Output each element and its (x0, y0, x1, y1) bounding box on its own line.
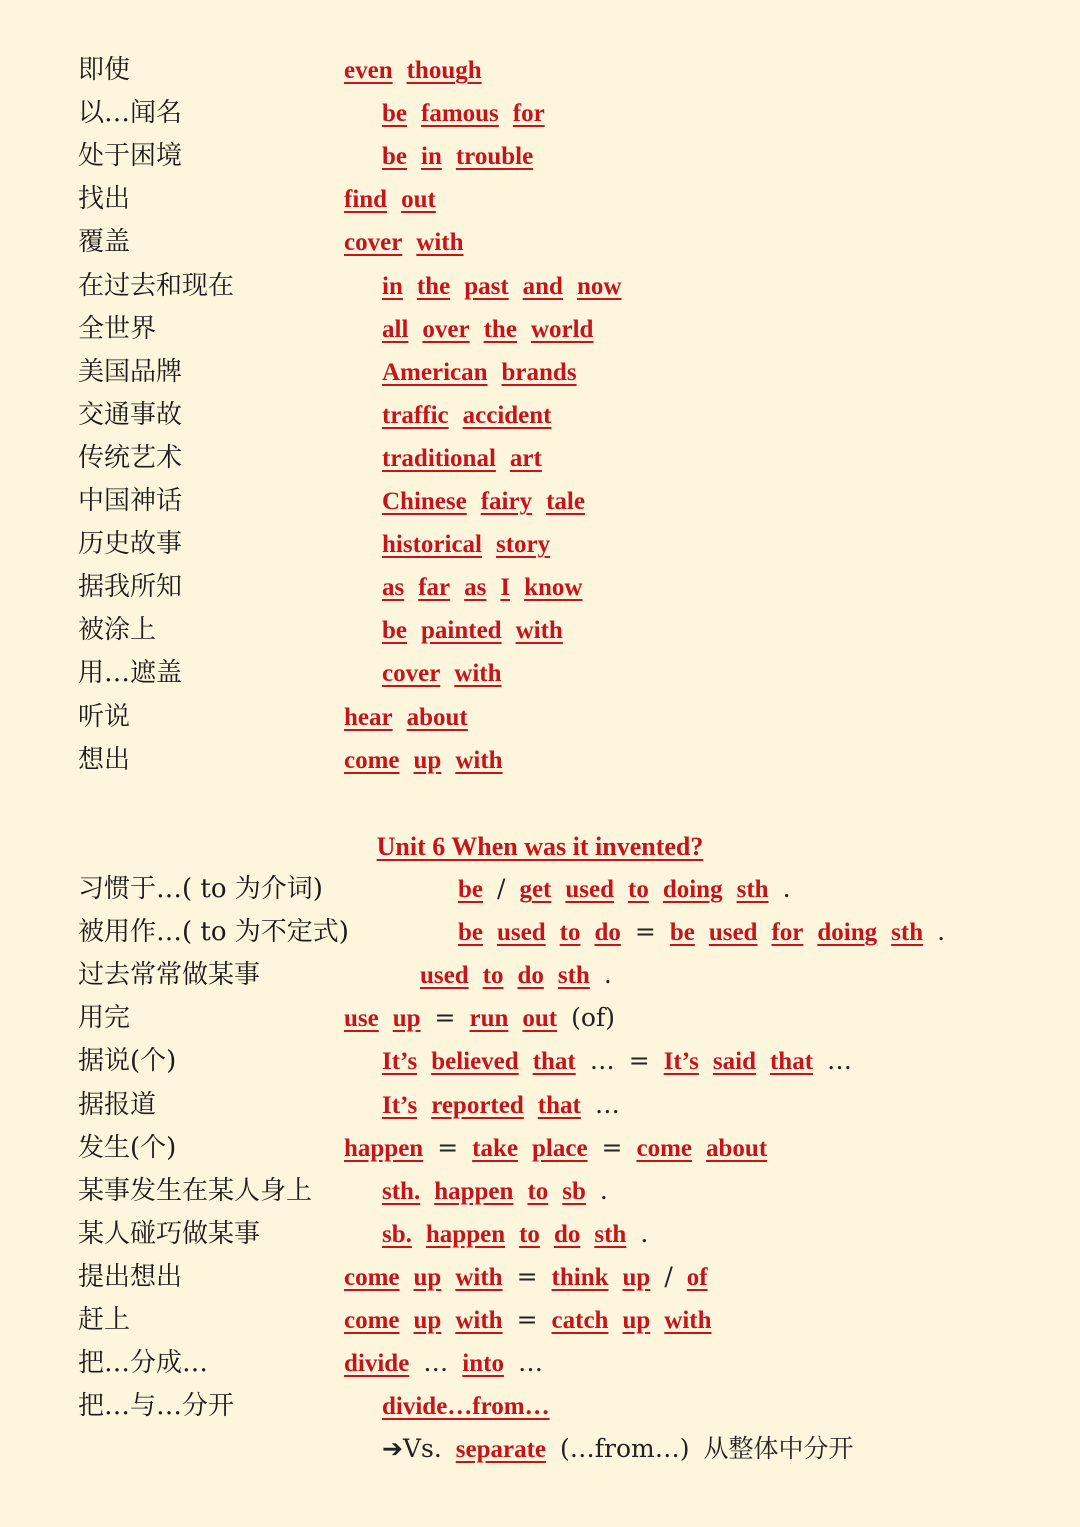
english-word: in (421, 143, 442, 171)
english-word: to (628, 876, 649, 903)
english-word: to (559, 919, 581, 947)
punctuation-token: … (827, 1046, 853, 1076)
vocab-row (0, 697, 1080, 737)
english-word: and (522, 272, 563, 300)
english-word: traditional (382, 444, 496, 472)
vocab-row (0, 1300, 1080, 1340)
english-word: be (382, 617, 407, 645)
unit-heading-text: Unit 6 When was it invented? (376, 832, 704, 861)
punctuation-token: = (516, 1305, 538, 1334)
english-word: with (515, 617, 563, 645)
punctuation-token: … (423, 1348, 449, 1378)
english-word: with (454, 660, 502, 688)
english-phrase (382, 266, 635, 307)
english-word: take (472, 1134, 518, 1162)
english-word: that (769, 1048, 814, 1076)
chinese-term: 历史故事 (78, 529, 183, 560)
english-word: sth (736, 876, 769, 903)
english-word: out (522, 1005, 558, 1033)
punctuation-token: / (664, 1261, 673, 1291)
english-word: accident (462, 401, 552, 429)
english-word: out (401, 186, 436, 214)
chinese-term: 想出 (78, 744, 131, 775)
english-word: Chinese (382, 488, 467, 515)
punctuation-token: = (628, 1046, 650, 1076)
english-word: American (382, 358, 488, 386)
english-word: painted (421, 617, 502, 645)
english-phrase (382, 567, 597, 608)
english-word: get (519, 876, 552, 903)
english-word: for (771, 919, 804, 947)
chinese-term: 习惯于…( to 为介词) (78, 874, 323, 904)
english-word: do (553, 1220, 581, 1248)
english-phrase (382, 1085, 634, 1126)
english-word: It’s (382, 1091, 418, 1119)
chinese-term: 提出想出 (78, 1261, 183, 1292)
english-phrase (382, 136, 547, 177)
english-phrase (382, 1429, 868, 1470)
english-phrase (344, 1343, 557, 1384)
english-word: be (382, 100, 407, 128)
vocab-row (0, 524, 1080, 564)
punctuation-token: . (599, 1175, 608, 1205)
chinese-term: 全世界 (78, 313, 157, 344)
english-word: I (500, 574, 511, 602)
english-word: into (462, 1350, 504, 1378)
english-word: sth. (382, 1177, 421, 1205)
english-word: past (464, 272, 509, 300)
english-phrase (344, 1257, 722, 1298)
english-phrase (344, 998, 629, 1039)
english-phrase (344, 222, 478, 263)
vocab-row (0, 1386, 1080, 1426)
english-word: find (344, 186, 388, 214)
english-word: used (420, 962, 469, 990)
english-word: cover (344, 229, 403, 257)
english-phrase (344, 1128, 781, 1169)
english-word: sth (594, 1220, 627, 1248)
english-word: as (382, 574, 405, 602)
chinese-term: 覆盖 (78, 227, 131, 258)
english-phrase (382, 1171, 622, 1212)
chinese-term: 传统艺术 (78, 442, 183, 473)
english-phrase (382, 1386, 564, 1427)
english-word: famous (421, 100, 499, 128)
punctuation-token: . (937, 917, 946, 947)
english-phrase (382, 93, 559, 134)
chinese-term: 听说 (78, 701, 131, 732)
english-word: believed (431, 1048, 519, 1076)
english-word: cover (382, 660, 441, 688)
english-phrase (382, 352, 591, 393)
chinese-term: 据说(个) (78, 1046, 177, 1077)
english-word: separate (455, 1436, 547, 1464)
chinese-term: 处于困境 (78, 141, 183, 172)
english-word: up (392, 1005, 421, 1033)
english-word: run (469, 1005, 509, 1033)
punctuation-token: / (497, 874, 506, 903)
english-word: place (532, 1134, 588, 1162)
vocab-row (0, 1171, 1080, 1211)
english-word: reported (431, 1091, 524, 1119)
english-phrase (382, 524, 564, 565)
unit-heading (0, 826, 1080, 868)
vocab-row (0, 869, 1080, 909)
english-word: happen (425, 1220, 506, 1248)
vocab-row (0, 266, 1080, 306)
english-phrase (382, 1041, 866, 1082)
english-word: world (530, 315, 594, 343)
vocab-row (0, 93, 1080, 133)
english-phrase (420, 955, 626, 996)
english-word: art (509, 444, 542, 472)
english-word: of (686, 1263, 708, 1291)
vocab-row (0, 912, 1080, 952)
vocab-row (0, 1429, 1080, 1469)
english-word: up (622, 1263, 651, 1291)
english-phrase (382, 309, 607, 350)
english-word: trouble (455, 143, 534, 171)
english-word: traffic (382, 401, 449, 429)
vocab-row (0, 1041, 1080, 1081)
english-word: used (497, 919, 546, 947)
english-phrase (458, 912, 959, 953)
english-word: catch (551, 1307, 609, 1334)
english-word: tale (546, 488, 585, 515)
english-word: be (458, 919, 483, 947)
english-phrase (382, 653, 516, 694)
english-phrase (344, 740, 517, 781)
vocab-row (0, 309, 1080, 349)
english-word: sth (891, 919, 924, 947)
english-word: sb. (382, 1220, 412, 1248)
english-word: up (413, 1307, 442, 1334)
chinese-term: 过去常常做某事 (78, 960, 261, 991)
english-phrase (344, 1300, 726, 1341)
vocab-row (0, 179, 1080, 219)
english-word: doing (662, 876, 723, 903)
chinese-term: 即使 (78, 55, 131, 85)
punctuation-token: = (434, 1003, 456, 1033)
english-phrase (344, 50, 496, 91)
vocab-row (0, 567, 1080, 607)
english-word: be (382, 143, 407, 171)
english-word: all (382, 315, 409, 343)
english-word: doing (817, 919, 878, 947)
english-word: used (708, 919, 758, 947)
punctuation-token: = (516, 1261, 538, 1291)
english-phrase (382, 438, 556, 479)
english-word: though (406, 57, 482, 84)
english-word: divide (344, 1350, 410, 1378)
chinese-term: 找出 (78, 184, 131, 215)
english-word: about (706, 1134, 768, 1162)
punctuation-token: … (594, 1089, 620, 1119)
english-phrase (382, 1214, 662, 1255)
vocab-row (0, 955, 1080, 995)
chinese-term: 以…闻名 (78, 98, 183, 129)
chinese-term: 用…遮盖 (78, 658, 183, 689)
english-word: with (664, 1307, 712, 1334)
english-phrase (344, 179, 450, 220)
english-phrase (458, 869, 805, 910)
chinese-term: 中国神话 (78, 486, 183, 516)
chinese-term: 被用作…( to 为不定式) (78, 917, 349, 948)
english-word: It’s (382, 1048, 418, 1076)
punctuation-token: = (601, 1132, 623, 1162)
english-word: to (527, 1177, 549, 1205)
english-word: as (464, 574, 487, 602)
english-word: do (594, 919, 621, 947)
punctuation-token: . (603, 960, 612, 990)
chinese-term: 把…与…分开 (78, 1391, 235, 1422)
vocab-row (0, 136, 1080, 176)
english-word: with (455, 1263, 503, 1291)
english-word: with (455, 1307, 503, 1334)
chinese-term: 据我所知 (78, 572, 183, 603)
vocab-row (0, 1085, 1080, 1125)
vocab-row (0, 1257, 1080, 1297)
punctuation-token: ➔Vs. (382, 1434, 442, 1464)
vocab-row (0, 1214, 1080, 1254)
vocab-row (0, 222, 1080, 262)
english-word: sb (562, 1177, 586, 1205)
english-word: come (344, 1307, 400, 1334)
vocab-row (0, 395, 1080, 435)
english-phrase (382, 481, 599, 522)
chinese-term: 赶上 (78, 1305, 131, 1335)
english-word: the (483, 315, 517, 343)
chinese-term: 在过去和现在 (78, 270, 235, 301)
english-word: now (576, 272, 622, 300)
english-word: in (382, 272, 403, 300)
english-phrase (344, 697, 482, 738)
english-word: divide…from… (382, 1393, 550, 1421)
english-word: up (413, 746, 442, 774)
english-word: happen (344, 1134, 424, 1162)
punctuation-token: … (589, 1046, 615, 1076)
english-word: about (406, 703, 468, 731)
english-word: be (458, 876, 483, 903)
english-word: hear (344, 703, 393, 731)
chinese-term: 发生(个) (78, 1132, 177, 1163)
english-word: far (418, 574, 451, 602)
english-word: to (482, 962, 504, 990)
english-word: know (524, 574, 583, 602)
vocab-row (0, 610, 1080, 650)
vocab-row (0, 1128, 1080, 1168)
english-word: brands (501, 358, 577, 386)
english-word: even (344, 57, 393, 84)
punctuation-token: = (634, 917, 656, 947)
english-word: that (532, 1048, 576, 1076)
vocab-row (0, 1343, 1080, 1383)
english-word: come (344, 746, 400, 774)
punctuation-token: (of) (571, 1003, 615, 1033)
punctuation-token: … (517, 1348, 543, 1378)
punctuation-token: 从整体中分开 (703, 1434, 854, 1464)
vocab-row (0, 740, 1080, 780)
chinese-term: 交通事故 (78, 399, 183, 430)
english-word: to (519, 1220, 540, 1248)
english-word: sth (557, 962, 590, 990)
chinese-term: 据报道 (78, 1089, 157, 1120)
english-word: happen (434, 1177, 514, 1205)
vocab-row (0, 481, 1080, 521)
english-word: It’s (663, 1048, 699, 1076)
english-word: use (344, 1005, 379, 1033)
punctuation-token: . (640, 1218, 649, 1248)
english-word: with (455, 746, 503, 774)
chinese-term: 用完 (78, 1003, 131, 1034)
english-word: historical (382, 531, 482, 559)
english-word: with (416, 229, 464, 257)
chinese-term: 把…分成… (78, 1348, 209, 1379)
chinese-term: 某事发生在某人身上 (78, 1175, 313, 1206)
english-word: do (517, 962, 544, 990)
chinese-term: 美国品牌 (78, 356, 183, 387)
punctuation-token: (…from…) (560, 1434, 690, 1464)
english-word: that (537, 1091, 581, 1119)
english-phrase (382, 395, 566, 436)
vocab-row (0, 653, 1080, 693)
english-word: used (565, 876, 614, 903)
english-word: fairy (480, 488, 533, 515)
vocab-row (0, 50, 1080, 90)
english-word: over (422, 315, 470, 343)
english-word: come (344, 1263, 400, 1291)
english-word: come (636, 1134, 693, 1162)
vocab-row (0, 438, 1080, 478)
english-word: think (551, 1263, 609, 1291)
punctuation-token: . (782, 874, 791, 903)
vocab-row (0, 352, 1080, 392)
vocab-row (0, 998, 1080, 1038)
english-word: story (496, 531, 551, 559)
english-word: the (416, 272, 451, 300)
english-word: up (622, 1307, 651, 1334)
english-word: up (413, 1263, 442, 1291)
english-word: be (669, 919, 695, 947)
chinese-term: 被涂上 (78, 615, 157, 646)
english-word: for (512, 100, 545, 128)
english-phrase (382, 610, 577, 651)
english-word: said (712, 1048, 756, 1076)
punctuation-token: = (437, 1132, 459, 1162)
chinese-term: 某人碰巧做某事 (78, 1218, 261, 1249)
